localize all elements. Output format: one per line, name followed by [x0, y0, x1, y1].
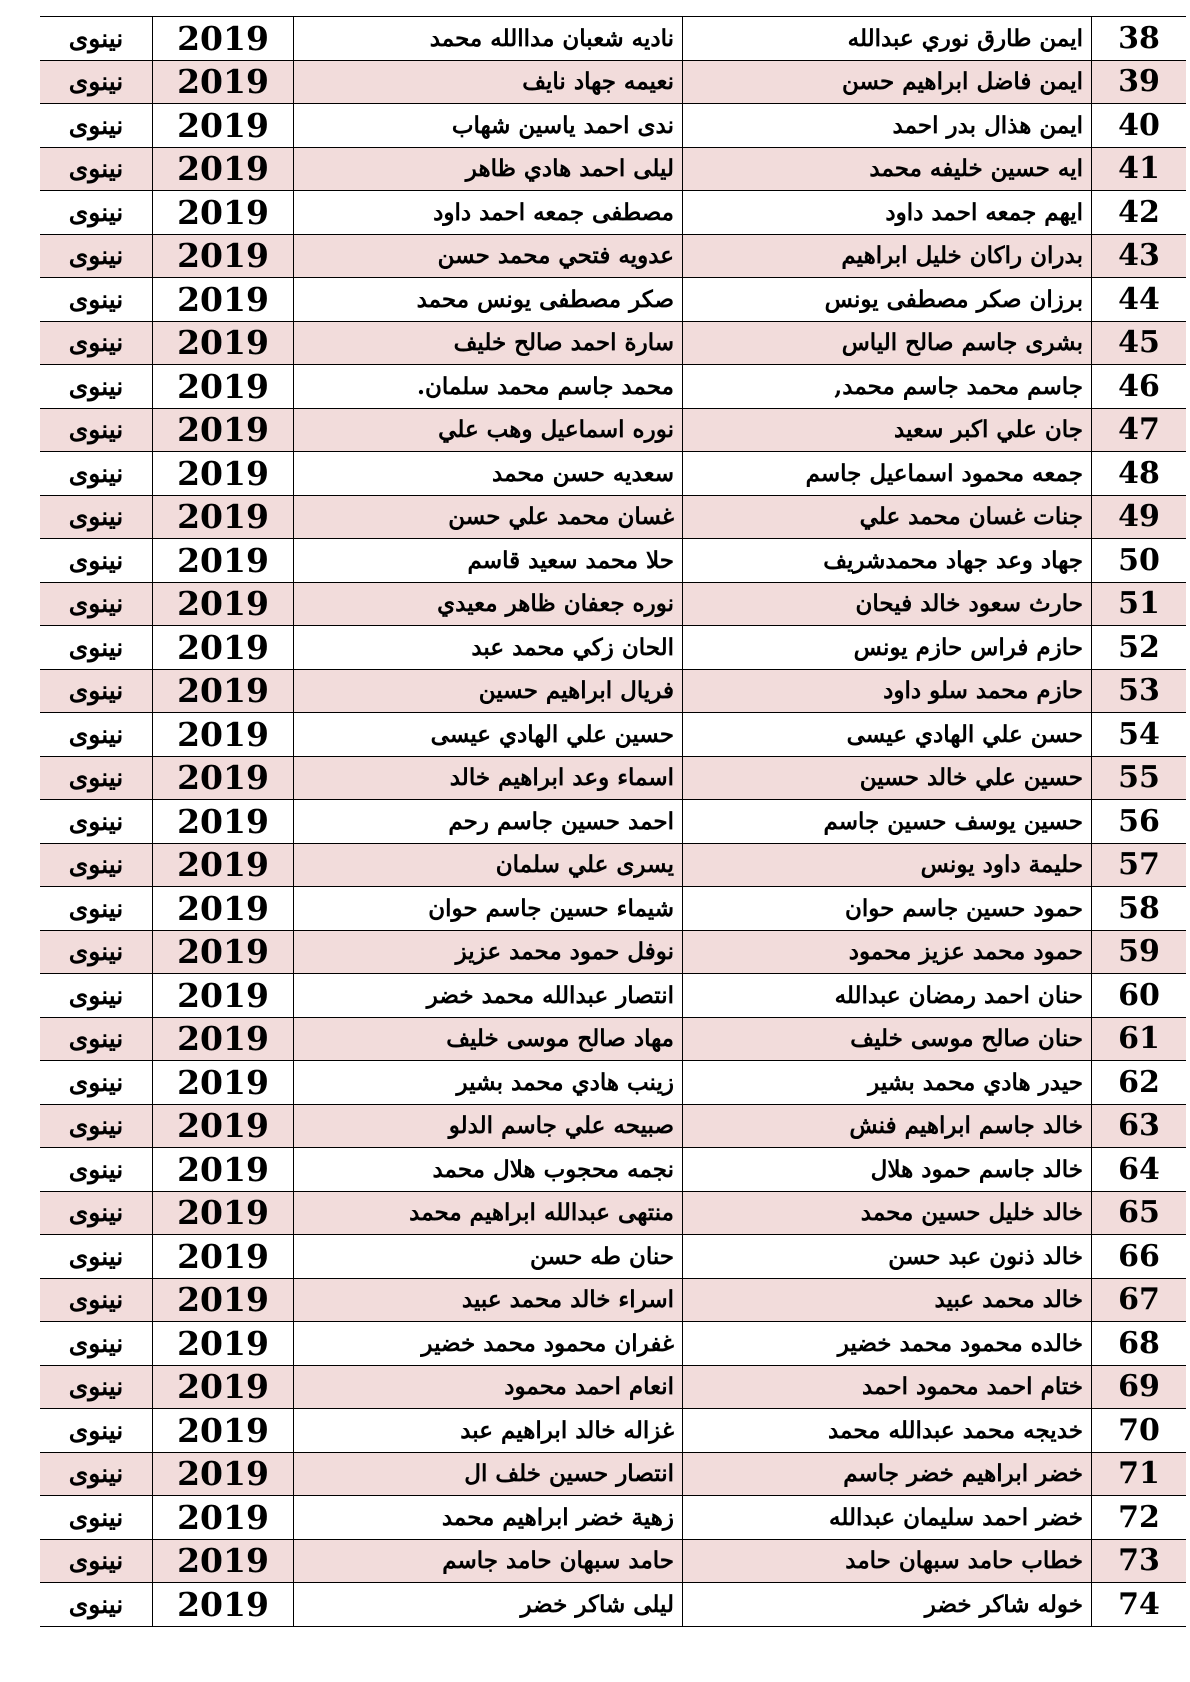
table-row	[40, 321, 1186, 365]
table-row	[40, 495, 1186, 539]
province-cell: نينوى	[40, 408, 153, 452]
full-name-cell: ايهم جمعه احمد داود	[683, 191, 1092, 235]
table-row	[40, 365, 1186, 409]
row-number-cell: 64	[1092, 1148, 1187, 1192]
mother-name-cell: ندى احمد ياسين شهاب	[294, 104, 683, 148]
mother-name-cell: اسماء وعد ابراهيم خالد	[294, 756, 683, 800]
full-name-cell: حنان صالح موسى خليف	[683, 1017, 1092, 1061]
row-number-cell: 62	[1092, 1061, 1187, 1105]
year-cell: 2019	[153, 495, 294, 539]
province-cell: نينوى	[40, 452, 153, 496]
names-table	[40, 16, 1186, 1627]
mother-name-cell: ليلى احمد هادي ظاهر	[294, 147, 683, 191]
province-cell: نينوى	[40, 495, 153, 539]
province-cell: نينوى	[40, 1278, 153, 1322]
province-cell: نينوى	[40, 1191, 153, 1235]
province-cell: نينوى	[40, 104, 153, 148]
province-cell: نينوى	[40, 1583, 153, 1627]
full-name-cell: خالد خليل حسين محمد	[683, 1191, 1092, 1235]
province-cell: نينوى	[40, 17, 153, 61]
table-row	[40, 800, 1186, 844]
row-number-cell: 61	[1092, 1017, 1187, 1061]
year-cell: 2019	[153, 104, 294, 148]
row-number-cell: 47	[1092, 408, 1187, 452]
province-cell: نينوى	[40, 756, 153, 800]
row-number-cell: 67	[1092, 1278, 1187, 1322]
province-cell: نينوى	[40, 1496, 153, 1540]
full-name-cell: ايمن طارق نوري عبدالله	[683, 17, 1092, 61]
row-number-cell: 40	[1092, 104, 1187, 148]
year-cell: 2019	[153, 1017, 294, 1061]
table-row	[40, 1496, 1186, 1540]
mother-name-cell: ليلى شاكر خضر	[294, 1583, 683, 1627]
mother-name-cell: انتصار حسين خلف ال	[294, 1452, 683, 1496]
full-name-cell: حازم محمد سلو داود	[683, 669, 1092, 713]
full-name-cell: خوله شاكر خضر	[683, 1583, 1092, 1627]
mother-name-cell: غسان محمد علي حسن	[294, 495, 683, 539]
row-number-cell: 50	[1092, 539, 1187, 583]
province-cell: نينوى	[40, 887, 153, 931]
full-name-cell: جهاد وعد جهاد محمدشريف	[683, 539, 1092, 583]
year-cell: 2019	[153, 278, 294, 322]
province-cell: نينوى	[40, 713, 153, 757]
year-cell: 2019	[153, 1278, 294, 1322]
year-cell: 2019	[153, 321, 294, 365]
mother-name-cell: فريال ابراهيم حسين	[294, 669, 683, 713]
row-number-cell: 65	[1092, 1191, 1187, 1235]
mother-name-cell: زهية خضر ابراهيم محمد	[294, 1496, 683, 1540]
table-row	[40, 1583, 1186, 1627]
mother-name-cell: شيماء حسين جاسم حوان	[294, 887, 683, 931]
full-name-cell: خالد ذنون عبد حسن	[683, 1235, 1092, 1279]
province-cell: نينوى	[40, 147, 153, 191]
year-cell: 2019	[153, 17, 294, 61]
table-row	[40, 1235, 1186, 1279]
province-cell: نينوى	[40, 582, 153, 626]
table-row	[40, 539, 1186, 583]
province-cell: نينوى	[40, 1148, 153, 1192]
table-row	[40, 1017, 1186, 1061]
row-number-cell: 71	[1092, 1452, 1187, 1496]
province-cell: نينوى	[40, 1539, 153, 1583]
table-row	[40, 843, 1186, 887]
full-name-cell: ايمن هذال بدر احمد	[683, 104, 1092, 148]
row-number-cell: 48	[1092, 452, 1187, 496]
mother-name-cell: نوفل حمود محمد عزيز	[294, 930, 683, 974]
table-row	[40, 1191, 1186, 1235]
row-number-cell: 73	[1092, 1539, 1187, 1583]
mother-name-cell: احمد حسين جاسم رحم	[294, 800, 683, 844]
table-row	[40, 1452, 1186, 1496]
year-cell: 2019	[153, 843, 294, 887]
row-number-cell: 42	[1092, 191, 1187, 235]
year-cell: 2019	[153, 713, 294, 757]
full-name-cell: حارث سعود خالد فيحان	[683, 582, 1092, 626]
year-cell: 2019	[153, 1235, 294, 1279]
full-name-cell: حسين يوسف حسين جاسم	[683, 800, 1092, 844]
row-number-cell: 51	[1092, 582, 1187, 626]
full-name-cell: حيدر هادي محمد بشير	[683, 1061, 1092, 1105]
mother-name-cell: انعام احمد محمود	[294, 1365, 683, 1409]
province-cell: نينوى	[40, 1365, 153, 1409]
province-cell: نينوى	[40, 800, 153, 844]
row-number-cell: 44	[1092, 278, 1187, 322]
full-name-cell: خالده محمود محمد خضير	[683, 1322, 1092, 1366]
year-cell: 2019	[153, 1104, 294, 1148]
province-cell: نينوى	[40, 843, 153, 887]
mother-name-cell: غفران محمود محمد خضير	[294, 1322, 683, 1366]
table-row	[40, 1539, 1186, 1583]
year-cell: 2019	[153, 1539, 294, 1583]
table-row	[40, 234, 1186, 278]
mother-name-cell: منتهى عبدالله ابراهيم محمد	[294, 1191, 683, 1235]
mother-name-cell: مهاد صالح موسى خليف	[294, 1017, 683, 1061]
table-row	[40, 191, 1186, 235]
full-name-cell: ايه حسين خليفه محمد	[683, 147, 1092, 191]
year-cell: 2019	[153, 1148, 294, 1192]
year-cell: 2019	[153, 1365, 294, 1409]
year-cell: 2019	[153, 800, 294, 844]
row-number-cell: 58	[1092, 887, 1187, 931]
year-cell: 2019	[153, 452, 294, 496]
mother-name-cell: سارة احمد صالح خليف	[294, 321, 683, 365]
province-cell: نينوى	[40, 321, 153, 365]
full-name-cell: ايمن فاضل ابراهيم حسن	[683, 60, 1092, 104]
row-number-cell: 55	[1092, 756, 1187, 800]
province-cell: نينوى	[40, 626, 153, 670]
province-cell: نينوى	[40, 1409, 153, 1453]
table-row	[40, 887, 1186, 931]
year-cell: 2019	[153, 974, 294, 1018]
mother-name-cell: زينب هادي محمد بشير	[294, 1061, 683, 1105]
row-number-cell: 68	[1092, 1322, 1187, 1366]
province-cell: نينوى	[40, 539, 153, 583]
province-cell: نينوى	[40, 669, 153, 713]
table-row	[40, 1278, 1186, 1322]
year-cell: 2019	[153, 1496, 294, 1540]
year-cell: 2019	[153, 60, 294, 104]
year-cell: 2019	[153, 930, 294, 974]
full-name-cell: حسن علي الهادي عيسى	[683, 713, 1092, 757]
mother-name-cell: نوره اسماعيل وهب علي	[294, 408, 683, 452]
full-name-cell: حسين علي خالد حسين	[683, 756, 1092, 800]
mother-name-cell: حسين علي الهادي عيسى	[294, 713, 683, 757]
mother-name-cell: نجمه محجوب هلال محمد	[294, 1148, 683, 1192]
table-row	[40, 1322, 1186, 1366]
province-cell: نينوى	[40, 191, 153, 235]
row-number-cell: 52	[1092, 626, 1187, 670]
row-number-cell: 53	[1092, 669, 1187, 713]
province-cell: نينوى	[40, 1104, 153, 1148]
row-number-cell: 74	[1092, 1583, 1187, 1627]
mother-name-cell: اسراء خالد محمد عبيد	[294, 1278, 683, 1322]
row-number-cell: 69	[1092, 1365, 1187, 1409]
year-cell: 2019	[153, 1191, 294, 1235]
row-number-cell: 70	[1092, 1409, 1187, 1453]
table-body	[40, 17, 1186, 1627]
row-number-cell: 63	[1092, 1104, 1187, 1148]
full-name-cell: حازم فراس حازم يونس	[683, 626, 1092, 670]
province-cell: نينوى	[40, 1452, 153, 1496]
year-cell: 2019	[153, 408, 294, 452]
mother-name-cell: سعديه حسن محمد	[294, 452, 683, 496]
province-cell: نينوى	[40, 1235, 153, 1279]
table-row	[40, 1365, 1186, 1409]
table-row	[40, 582, 1186, 626]
mother-name-cell: نعيمه جهاد نايف	[294, 60, 683, 104]
table-row	[40, 974, 1186, 1018]
table-row	[40, 1409, 1186, 1453]
full-name-cell: بدران راكان خليل ابراهيم	[683, 234, 1092, 278]
year-cell: 2019	[153, 1452, 294, 1496]
full-name-cell: خالد جاسم ابراهيم فنش	[683, 1104, 1092, 1148]
row-number-cell: 46	[1092, 365, 1187, 409]
row-number-cell: 38	[1092, 17, 1187, 61]
mother-name-cell: نوره جعفان ظاهر معيدي	[294, 582, 683, 626]
year-cell: 2019	[153, 582, 294, 626]
table-row	[40, 278, 1186, 322]
row-number-cell: 56	[1092, 800, 1187, 844]
year-cell: 2019	[153, 365, 294, 409]
year-cell: 2019	[153, 1322, 294, 1366]
table-row	[40, 713, 1186, 757]
row-number-cell: 66	[1092, 1235, 1187, 1279]
year-cell: 2019	[153, 234, 294, 278]
mother-name-cell: صكر مصطفى يونس محمد	[294, 278, 683, 322]
table-row	[40, 17, 1186, 61]
table-row	[40, 669, 1186, 713]
mother-name-cell: غزاله خالد ابراهيم عبد	[294, 1409, 683, 1453]
province-cell: نينوى	[40, 365, 153, 409]
row-number-cell: 72	[1092, 1496, 1187, 1540]
full-name-cell: بشرى جاسم صالح الياس	[683, 321, 1092, 365]
full-name-cell: جمعه محمود اسماعيل جاسم	[683, 452, 1092, 496]
row-number-cell: 39	[1092, 60, 1187, 104]
mother-name-cell: محمد جاسم محمد سلمان.	[294, 365, 683, 409]
full-name-cell: برزان صكر مصطفى يونس	[683, 278, 1092, 322]
year-cell: 2019	[153, 191, 294, 235]
table-row	[40, 930, 1186, 974]
mother-name-cell: يسرى علي سلمان	[294, 843, 683, 887]
full-name-cell: خديجه محمد عبدالله محمد	[683, 1409, 1092, 1453]
table-row	[40, 1148, 1186, 1192]
province-cell: نينوى	[40, 1061, 153, 1105]
province-cell: نينوى	[40, 1322, 153, 1366]
year-cell: 2019	[153, 626, 294, 670]
row-number-cell: 45	[1092, 321, 1187, 365]
year-cell: 2019	[153, 539, 294, 583]
province-cell: نينوى	[40, 974, 153, 1018]
table-row	[40, 60, 1186, 104]
mother-name-cell: ناديه شعبان مداالله محمد	[294, 17, 683, 61]
table-row	[40, 1104, 1186, 1148]
table-row	[40, 104, 1186, 148]
year-cell: 2019	[153, 1583, 294, 1627]
year-cell: 2019	[153, 756, 294, 800]
mother-name-cell: صبيحه علي جاسم الدلو	[294, 1104, 683, 1148]
mother-name-cell: مصطفى جمعه احمد داود	[294, 191, 683, 235]
table-row	[40, 1061, 1186, 1105]
table-row	[40, 626, 1186, 670]
table-row	[40, 756, 1186, 800]
mother-name-cell: حامد سبهان حامد جاسم	[294, 1539, 683, 1583]
full-name-cell: حليمة داود يونس	[683, 843, 1092, 887]
row-number-cell: 54	[1092, 713, 1187, 757]
row-number-cell: 41	[1092, 147, 1187, 191]
full-name-cell: خالد محمد عبيد	[683, 1278, 1092, 1322]
mother-name-cell: انتصار عبدالله محمد خضر	[294, 974, 683, 1018]
mother-name-cell: عدويه فتحي محمد حسن	[294, 234, 683, 278]
province-cell: نينوى	[40, 930, 153, 974]
full-name-cell: جان علي اكبر سعيد	[683, 408, 1092, 452]
row-number-cell: 57	[1092, 843, 1187, 887]
province-cell: نينوى	[40, 60, 153, 104]
mother-name-cell: الحان زكي محمد عبد	[294, 626, 683, 670]
row-number-cell: 43	[1092, 234, 1187, 278]
full-name-cell: خضر ابراهيم خضر جاسم	[683, 1452, 1092, 1496]
mother-name-cell: حنان طه حسن	[294, 1235, 683, 1279]
full-name-cell: ختام احمد محمود احمد	[683, 1365, 1092, 1409]
year-cell: 2019	[153, 1409, 294, 1453]
province-cell: نينوى	[40, 1017, 153, 1061]
full-name-cell: خطاب حامد سبهان حامد	[683, 1539, 1092, 1583]
table-row	[40, 147, 1186, 191]
row-number-cell: 59	[1092, 930, 1187, 974]
mother-name-cell: حلا محمد سعيد قاسم	[294, 539, 683, 583]
full-name-cell: حمود حسين جاسم حوان	[683, 887, 1092, 931]
table-row	[40, 452, 1186, 496]
full-name-cell: حنان احمد رمضان عبدالله	[683, 974, 1092, 1018]
full-name-cell: خالد جاسم حمود هلال	[683, 1148, 1092, 1192]
row-number-cell: 49	[1092, 495, 1187, 539]
full-name-cell: حمود محمد عزيز محمود	[683, 930, 1092, 974]
row-number-cell: 60	[1092, 974, 1187, 1018]
full-name-cell: جنات غسان محمد علي	[683, 495, 1092, 539]
year-cell: 2019	[153, 147, 294, 191]
year-cell: 2019	[153, 669, 294, 713]
year-cell: 2019	[153, 1061, 294, 1105]
province-cell: نينوى	[40, 278, 153, 322]
province-cell: نينوى	[40, 234, 153, 278]
table-row	[40, 408, 1186, 452]
full-name-cell: جاسم محمد جاسم محمد,	[683, 365, 1092, 409]
year-cell: 2019	[153, 887, 294, 931]
full-name-cell: خضر احمد سليمان عبدالله	[683, 1496, 1092, 1540]
